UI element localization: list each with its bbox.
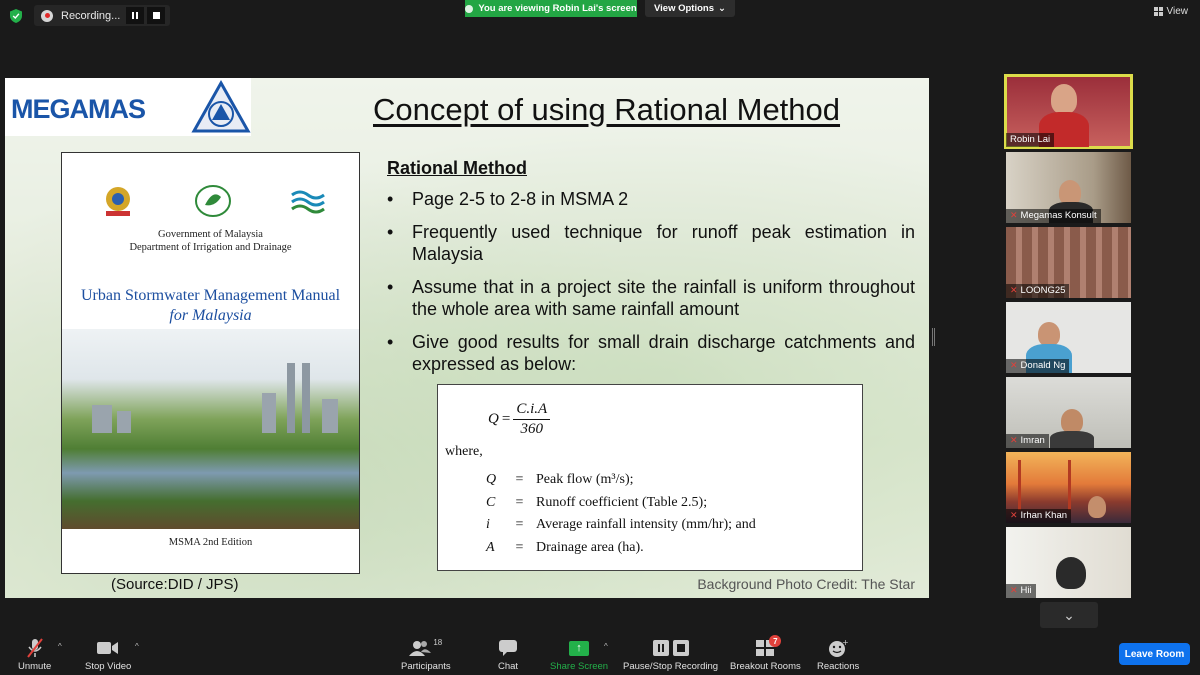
cover-title-line1: Urban Stormwater Management Manual	[80, 287, 341, 304]
participant-name: Robin Lai	[1006, 133, 1054, 147]
mic-muted-icon: ✕	[1010, 435, 1018, 445]
photo-credit: Background Photo Credit: The Star	[697, 576, 915, 592]
mic-muted-icon: ✕	[1010, 210, 1018, 220]
definition-row: Q = Peak flow (m³/s);	[486, 472, 634, 488]
megamas-logo	[5, 78, 251, 136]
svg-text:+: +	[842, 638, 849, 647]
chevron-down-icon: ⌄	[718, 3, 726, 14]
rational-formula-box	[437, 384, 863, 571]
reactions-label: Reactions	[817, 661, 860, 672]
source-note: (Source:DID / JPS)	[111, 576, 239, 593]
participant-tile[interactable]	[1006, 377, 1131, 448]
recording-dot-icon	[41, 10, 53, 22]
pause-stop-recording-label: Pause/Stop Recording	[623, 661, 719, 672]
pause-icon	[132, 12, 138, 19]
share-screen-label: Share Screen	[550, 661, 609, 672]
mic-muted-icon: ✕	[1010, 510, 1018, 520]
breakout-rooms-button[interactable]	[730, 638, 801, 672]
participant-name: ✕ LOONG25	[1006, 284, 1069, 298]
formula-equation: Q = $\frac{C.i.A}{360}$	[488, 401, 550, 438]
stop-icon	[153, 12, 160, 19]
view-options-label: View Options	[654, 3, 715, 14]
viewing-screen-banner	[465, 0, 637, 17]
mic-muted-icon: ✕	[1010, 285, 1018, 295]
meeting-toolbar	[0, 628, 1200, 675]
section-heading: Rational Method	[387, 158, 527, 178]
participants-count: 18	[433, 638, 443, 647]
breakout-rooms-label: Breakout Rooms	[730, 661, 801, 672]
recording-indicator	[34, 5, 170, 26]
cover-gov-line2: Department of Irrigation and Drainage	[129, 242, 292, 253]
smiley-plus-icon	[828, 638, 848, 658]
slide-title: Concept of using Rational Method	[373, 92, 841, 127]
breakout-badge: 7	[769, 635, 781, 647]
participant-tile[interactable]	[1006, 452, 1131, 523]
bullet-item: • Assume that in a project site the rainfall is uniform throughout the whole area with same rainfall amount	[385, 276, 915, 320]
formula-lhs: Q	[488, 411, 499, 427]
definition-row: i = Average rainfall intensity (mm/hr); and	[486, 517, 756, 533]
mic-muted-icon: ✕	[1010, 585, 1018, 595]
share-status-icon	[465, 5, 473, 13]
viewing-banner-text: You are viewing Robin Lai's screen	[478, 3, 637, 14]
participant-tile[interactable]	[1006, 527, 1131, 598]
malaysia-crest-icon	[98, 183, 138, 219]
reactions-button[interactable]	[817, 638, 859, 672]
chat-bubble-icon	[499, 638, 517, 658]
view-options-button[interactable]	[645, 0, 735, 17]
participant-tile[interactable]	[1006, 227, 1131, 298]
cover-gov-line1: Government of Malaysia	[158, 229, 263, 240]
participant-name: ✕ Hii	[1006, 584, 1036, 598]
formula-denominator: 360	[520, 421, 543, 437]
bullet-item: • Frequently used technique for runoff peak estimation in Malaysia	[385, 221, 915, 265]
participant-name: ✕ Imran	[1006, 434, 1049, 448]
panel-resize-handle[interactable]	[932, 328, 935, 346]
participants-label: Participants	[401, 661, 451, 672]
scroll-participants-down-button[interactable]	[1040, 602, 1098, 628]
definition-row: C = Runoff coefficient (Table 2.5);	[486, 494, 708, 510]
bullet-item: • Give good results for small drain discharge catchments and expressed as below:	[385, 331, 915, 375]
pause-recording-button[interactable]	[126, 7, 144, 24]
chat-label: Chat	[498, 661, 519, 672]
formula-numerator: C.i.A	[513, 401, 550, 420]
stop-video-button[interactable]	[85, 638, 131, 672]
security-shield-icon[interactable]	[10, 9, 22, 23]
leave-room-button[interactable]: Leave Room	[1119, 643, 1190, 665]
mic-muted-icon: ✕	[1010, 360, 1018, 370]
view-label: View	[1166, 6, 1188, 17]
did-waves-icon	[288, 183, 328, 219]
unmute-label: Unmute	[18, 661, 52, 672]
nre-logo-icon	[193, 183, 233, 219]
recording-controls-icon	[653, 638, 689, 658]
definition-row: A = Drainage area (ha).	[486, 539, 644, 555]
stop-recording-button[interactable]	[147, 7, 165, 24]
participant-name: ✕ Megamas Konsult	[1006, 209, 1101, 223]
participant-tile[interactable]	[1006, 76, 1131, 147]
mic-muted-icon	[27, 638, 43, 658]
participant-tile[interactable]	[1006, 152, 1131, 223]
bullet-list	[385, 188, 915, 386]
triangle-emblem-icon	[191, 80, 251, 134]
participant-tile[interactable]	[1006, 302, 1131, 373]
pause-stop-recording-button[interactable]	[623, 638, 718, 672]
participants-button[interactable]	[401, 638, 451, 672]
formula-where: where,	[445, 444, 483, 459]
participant-name: ✕ Donald Ng	[1006, 359, 1069, 373]
grid-view-icon	[1154, 7, 1163, 16]
shared-screen	[5, 78, 929, 598]
chevron-down-icon: ⌄	[1063, 606, 1075, 623]
bullet-item: • Page 2-5 to 2-8 in MSMA 2	[385, 188, 915, 210]
logo-text: MEGAMAS	[11, 94, 145, 124]
participants-icon	[409, 638, 442, 658]
recording-label: Recording...	[61, 9, 121, 22]
audio-options-caret-icon[interactable]: ^	[58, 642, 62, 651]
video-options-caret-icon[interactable]: ^	[135, 642, 139, 651]
cover-edition: MSMA 2nd Edition	[168, 537, 253, 548]
formula-definitions	[486, 469, 756, 559]
share-screen-button[interactable]	[550, 638, 608, 672]
unmute-button[interactable]	[18, 638, 51, 672]
video-camera-icon	[97, 638, 119, 658]
cover-photo	[62, 329, 359, 529]
breakout-rooms-icon	[756, 636, 778, 658]
view-button[interactable]	[1154, 6, 1189, 17]
stop-video-label: Stop Video	[85, 661, 132, 672]
msma-book-cover	[61, 152, 360, 574]
chat-button[interactable]	[498, 638, 518, 672]
participant-name: ✕ Irhan Khan	[1006, 509, 1071, 523]
share-screen-icon: ↑	[569, 641, 589, 656]
cover-title-line2: for Malaysia	[169, 307, 252, 324]
share-options-caret-icon[interactable]: ^	[604, 642, 608, 651]
cover-emblems	[98, 183, 328, 219]
